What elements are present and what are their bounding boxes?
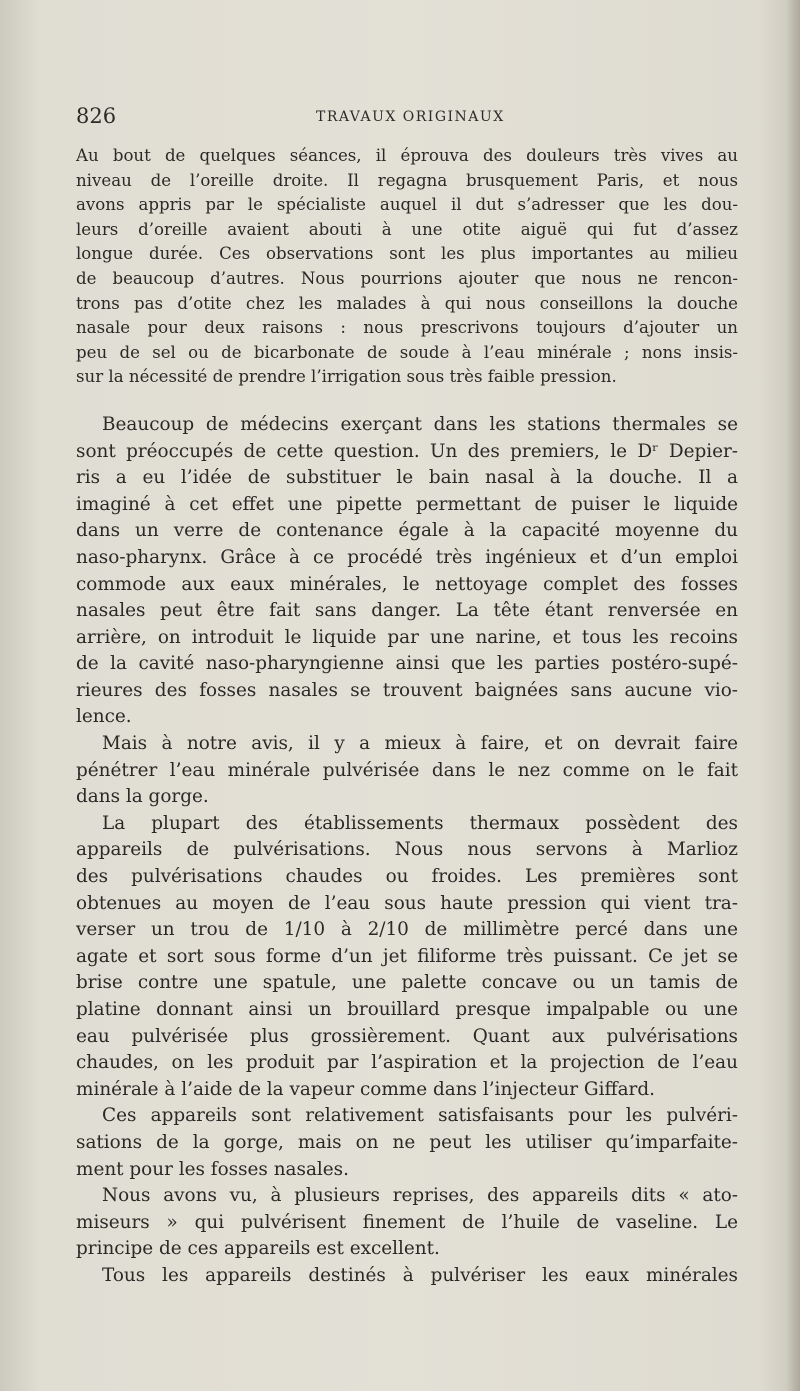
text-line: appareils de pulvérisations. Nous nous servons à Marlioz [76, 839, 738, 861]
body-text [76, 144, 738, 1290]
text-line: La plupart des établissements thermaux possèdent des [102, 812, 738, 834]
text-line: verser un trou de 1/10 à 2/10 de millimètre percé dans une [76, 919, 738, 941]
paragraph-2 [76, 412, 738, 731]
text-line: de beaucoup d’autres. Nous pourrions ajouter que nous ne rencon- [76, 268, 738, 288]
text-line: brise contre une spatule, une palette concave ou un tamis de [76, 972, 738, 994]
paragraph-1 [76, 144, 738, 390]
running-head: TRAVAUX ORIGINAUX [316, 109, 505, 125]
text-line: trons pas d’otite chez les malades à qui nous conseillons la douche [76, 293, 738, 313]
text-line: naso-pharynx. Grâce à ce procédé très ingénieux et d’un emploi [76, 546, 738, 568]
text-line: arrière, on introduit le liquide par une narine, et tous les recoins [76, 626, 738, 648]
text-line: sont préoccupés de cette question. Un des premiers, le Dʳ Depier- [76, 440, 738, 462]
paragraph-7 [76, 1263, 738, 1290]
text-line: imaginé à cet effet une pipette permettant de puiser le liquide [76, 493, 738, 515]
text-line: nasales peut être fait sans danger. La tête étant renversée en [76, 600, 738, 622]
text-line: sations de la gorge, mais on ne peut les utiliser qu’imparfaite- [76, 1131, 738, 1153]
paragraph-6 [76, 1183, 738, 1263]
paragraph-5 [76, 1103, 738, 1183]
paragraph-3 [76, 731, 738, 811]
text-line: avons appris par le spécialiste auquel il dut s’adresser que les dou- [76, 195, 738, 215]
text-line: lence. [76, 706, 132, 728]
text-line: peu de sel ou de bicarbonate de soude à l’eau minérale ; nons insis- [76, 342, 738, 362]
text-line: principe de ces appareils est excellent. [76, 1238, 440, 1260]
text-line: des pulvérisations chaudes ou froides. Les premières sont [76, 866, 738, 888]
text-line: Mais à notre avis, il y a mieux à faire, et on devrait faire [102, 733, 738, 755]
text-line: commode aux eaux minérales, le nettoyage complet des fosses [76, 573, 738, 595]
text-line: eau pulvérisée plus grossièrement. Quant aux pulvérisations [76, 1025, 738, 1047]
text-line: nasale pour deux raisons : nous prescrivons toujours d’ajouter un [76, 318, 738, 338]
paragraph-4 [76, 811, 738, 1104]
text-line: chaudes, on les produit par l’aspiration et la projection de l’eau [76, 1052, 738, 1074]
text-line: miseurs » qui pulvérisent finement de l’huile de vaseline. Le [76, 1211, 738, 1233]
text-line: Ces appareils sont relativement satisfaisants pour les pulvéri- [102, 1105, 738, 1127]
text-line: dans un verre de contenance égale à la capacité moyenne du [76, 520, 738, 542]
text-line: longue durée. Ces observations sont les plus importantes au milieu [76, 244, 738, 264]
text-line: dans la gorge. [76, 786, 209, 808]
section-large-type [76, 412, 738, 1290]
text-line: Beaucoup de médecins exerçant dans les stations thermales se [102, 413, 738, 435]
page-number: 826 [76, 104, 117, 128]
text-line: sur la nécessité de prendre l’irrigation sous très faible pression. [76, 367, 617, 387]
text-line: de la cavité naso-pharyngienne ainsi que les parties postéro-supé- [76, 653, 738, 675]
text-line: Tous les appareils destinés à pulvériser les eaux minérales [102, 1264, 738, 1286]
text-line: platine donnant ainsi un brouillard presque impalpable ou une [76, 999, 738, 1020]
text-line: pénétrer l’eau minérale pulvérisée dans le nez comme on le fait [76, 759, 738, 781]
text-line: ris a eu l’idée de substituer le bain nasal à la douche. Il a [76, 467, 738, 489]
text-line: ment pour les fosses nasales. [76, 1158, 349, 1180]
text-line: minérale à l’aide de la vapeur comme dans l’injecteur Giffard. [76, 1078, 655, 1100]
page-header [76, 102, 738, 132]
text-line: Nous avons vu, à plusieurs reprises, des appareils dits « ato- [102, 1185, 738, 1207]
text-line: rieures des fosses nasales se trouvent baignées sans aucune vio- [76, 679, 738, 701]
text-line: obtenues au moyen de l’eau sous haute pression qui vient tra- [76, 892, 738, 914]
text-line: Au bout de quelques séances, il éprouva des douleurs très vives au [76, 146, 738, 165]
text-line: leurs d’oreille avaient abouti à une otite aiguë qui fut d’assez [76, 219, 738, 239]
text-line: niveau de l’oreille droite. Il regagna brusquement Paris, et nous [76, 170, 738, 190]
text-line: agate et sort sous forme d’un jet filiforme très puissant. Ce jet se [76, 945, 738, 967]
